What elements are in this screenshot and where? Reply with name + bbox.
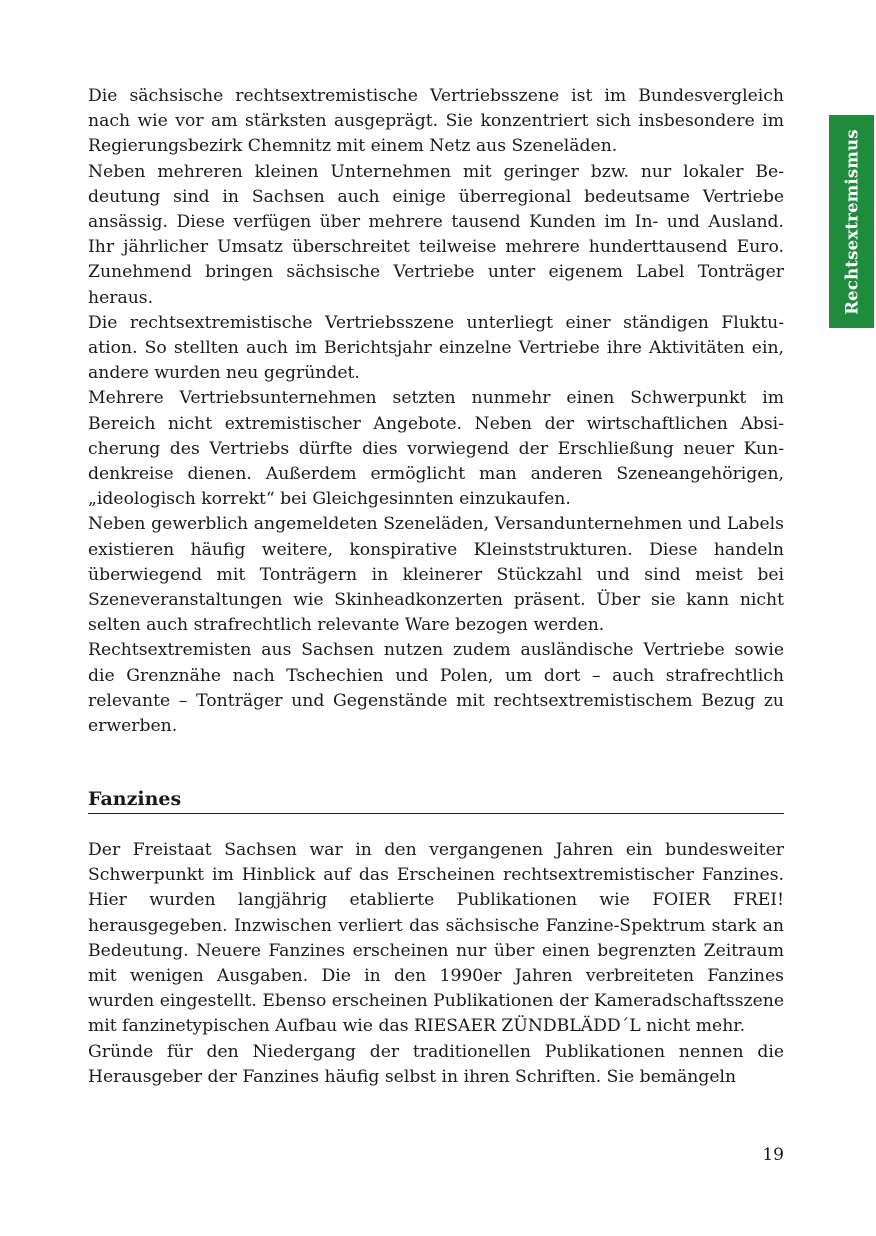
section-heading-text: Fanzines <box>88 788 182 810</box>
paragraph: Mehrere Vertriebsunternehmen setzten nunmehr einen Schwerpunkt im Bereich nicht extremistischer Angebote. Neben der wirtschaftlichen Absicherung des Vertriebs dürfte dies vorwiegend der Erschließung neuer Kundenkreise dienen. Außerdem ermöglicht man anderen Szeneangehörigen, „ideologisch korrekt“ bei Gleichgesinnten einzukaufen. <box>88 388 784 510</box>
paragraph: Der Freistaat Sachsen war in den vergangenen Jahren ein bundesweiter Schwerpunkt im Hinblick auf das Erscheinen rechtsextremistischer Fanzines. Hier wurden langjährig etablierte Publikationen wie FOIER FREI! herausgegeben. Inzwischen verliert das sächsische Fanzine-Spektrum stark an Bedeutung. Neuere Fanzines erscheinen nur über einen begrenzten Zeitraum mit wenigen Ausgaben. Die in den 1990er Jahren verbreiteten Fanzines wurden eingestellt. Ebenso erscheinen Publikationen der Kameradschaftsszene mit fanzinetypischen Aufbau wie das RIESAER ZÜNDBLÄDD´L nicht mehr. <box>88 840 784 1037</box>
page-number: 19 <box>762 1145 784 1165</box>
body-text-section-1 <box>88 84 784 739</box>
paragraph: Gründe für den Niedergang der traditionellen Publikationen nennen die Herausgeber der Fanzines häufig selbst in ihren Schriften. Sie bemängeln <box>88 1041 784 1087</box>
body-text-section-2 <box>88 838 784 1090</box>
paragraph: Neben gewerblich angemeldeten Szeneläden, Versandunternehmen und Labels existieren häufig weitere, konspirative Kleinststrukturen. Diese handeln überwiegend mit Tonträgern in kleinerer Stückzahl und sind meist bei Szeneveranstaltungen wie Skinheadkonzerten präsent. Über sie kann nicht selten auch strafrechtlich relevante Ware bezogen werden. <box>88 514 784 636</box>
paragraph: Die sächsische rechtsextremistische Vertriebsszene ist im Bundesvergleich nach wie vor am stärksten ausgeprägt. Sie konzentriert sich insbesondere im Regierungsbezirk Chemnitz mit einem Netz aus Szeneläden. <box>88 86 784 157</box>
section-heading <box>88 786 784 814</box>
paragraph: Rechtsextremisten aus Sachsen nutzen zudem ausländische Vertriebe sowie die Grenznähe nach Tschechien und Polen, um dort – auch strafrechtlich relevante – Tonträger und Gegenstände mit rechtsextremistischem Bezug zu erwerben. <box>88 640 784 737</box>
paragraph: Neben mehreren kleinen Unternehmen mit geringer bzw. nur lokaler Bedeutung sind in Sachsen auch einige überregional bedeutsame Vertriebe ansässig. Diese verfügen über mehrere tausend Kunden im In- und Ausland. Ihr jährlicher Umsatz überschreitet teilweise mehrere hunderttausend Euro. Zunehmend bringen sächsische Vertriebe unter eigenem Label Tonträger heraus. <box>88 161 784 308</box>
side-tab-label: Rechtsextremismus <box>842 128 861 315</box>
paragraph: Die rechtsextremistische Vertriebsszene unterliegt einer ständigen Fluktuation. So stellten auch im Berichtsjahr einzelne Vertriebe ihre Aktivitäten ein, andere wurden neu gegründet. <box>88 312 784 384</box>
section-side-tab <box>829 115 874 328</box>
